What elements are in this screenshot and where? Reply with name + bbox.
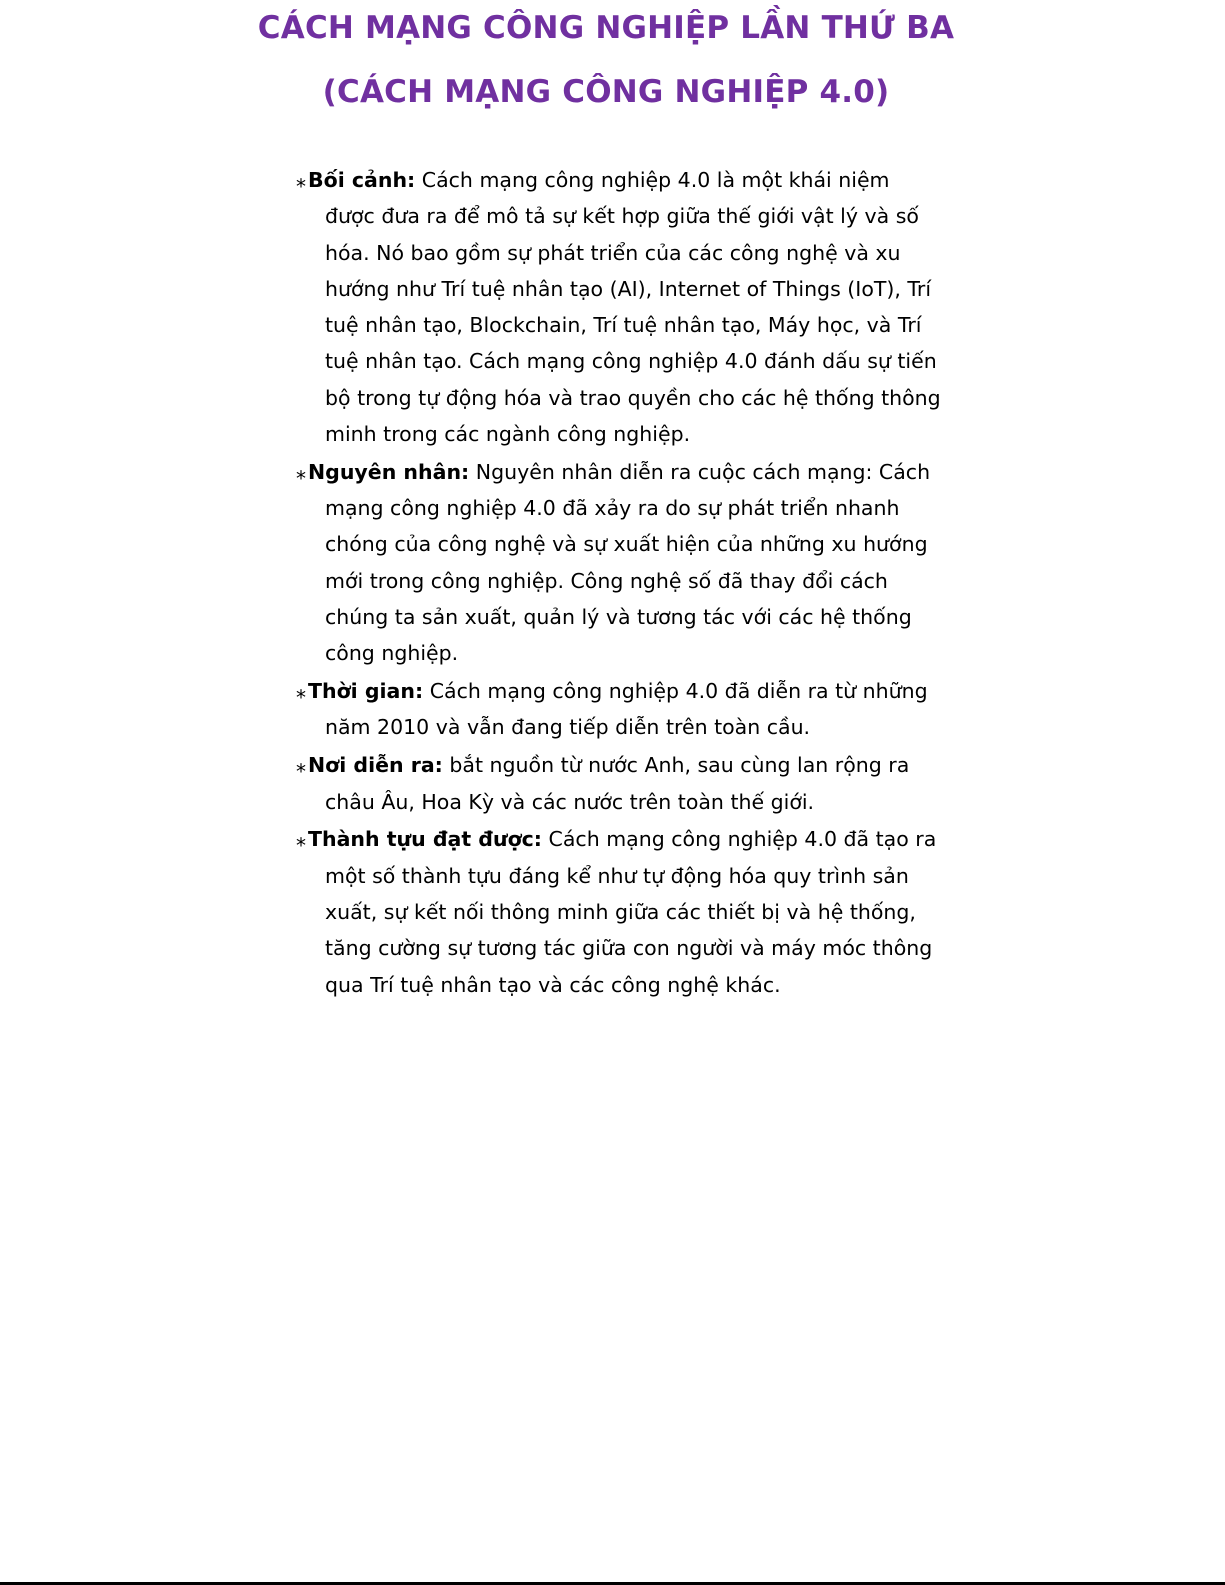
item-text: Nguyên nhân diễn ra cuộc cách mạng: Cách mạng công nghiệp 4.0 đã xảy ra do sự phát triển nhanh chóng của công nghệ và sự xuất hiện của những xu hướng mới trong công nghiệp. Công nghệ số đã thay đổi cách chúng ta sản xuất, quản lý và tương tác với các hệ thống công nghiệp.	[325, 459, 931, 666]
item-heading: Nơi diễn ra:	[308, 753, 443, 778]
list-item-time	[297, 673, 942, 746]
asterisk-bullet-icon: ⁎	[296, 459, 306, 484]
item-text: Cách mạng công nghiệp 4.0 đã tạo ra một số thành tựu đáng kể như tự động hóa quy trình sản xuất, sự kết nối thông minh giữa các thiết bị và hệ thống, tăng cường sự tương tác giữa con người và máy móc thông qua Trí tuệ nhân tạo và các công nghệ khác.	[325, 827, 937, 997]
asterisk-bullet-icon: ⁎	[296, 827, 306, 852]
asterisk-bullet-icon: ⁎	[296, 753, 306, 778]
item-heading: Nguyên nhân:	[308, 459, 470, 484]
item-heading: Thành tựu đạt được:	[308, 827, 543, 852]
item-text: Cách mạng công nghiệp 4.0 là một khái niệm được đưa ra để mô tả sự kết hợp giữa thế giới vật lý và số hóa. Nó bao gồm sự phát triển của các công nghệ và xu hướng như Trí tuệ nhân tạo (AI), Internet of Things (IoT), Trí tuệ nhân tạo, Blockchain, Trí tuệ nhân tạo, Máy học, và Trí tuệ nhân tạo. Cách mạng công nghiệp 4.0 đánh dấu sự tiến bộ trong tự động hóa và trao quyền cho các hệ thống thông minh trong các ngành công nghiệp.	[325, 168, 941, 447]
item-text: Cách mạng công nghiệp 4.0 đã diễn ra từ những năm 2010 và vẫn đang tiếp diễn trên toàn cầu.	[325, 679, 928, 740]
topic-bullet-list	[297, 162, 942, 1004]
asterisk-bullet-icon: ⁎	[296, 168, 306, 192]
item-heading: Bối cảnh:	[308, 168, 416, 192]
list-item-location	[297, 747, 942, 820]
document-title-line-2: (CÁCH MẠNG CÔNG NGHIỆP 4.0)	[322, 74, 890, 110]
item-heading: Thời gian:	[308, 679, 424, 704]
document-title-line-1: CÁCH MẠNG CÔNG NGHIỆP LẦN THỨ BA	[257, 10, 955, 46]
list-item-achievements	[297, 821, 942, 1002]
item-text: bắt nguồn từ nước Anh, sau cùng lan rộng ra châu Âu, Hoa Kỳ và các nước trên toàn thế giới.	[325, 753, 910, 814]
list-item-context	[297, 162, 942, 452]
asterisk-bullet-icon: ⁎	[296, 679, 306, 704]
list-item-cause	[297, 454, 942, 672]
